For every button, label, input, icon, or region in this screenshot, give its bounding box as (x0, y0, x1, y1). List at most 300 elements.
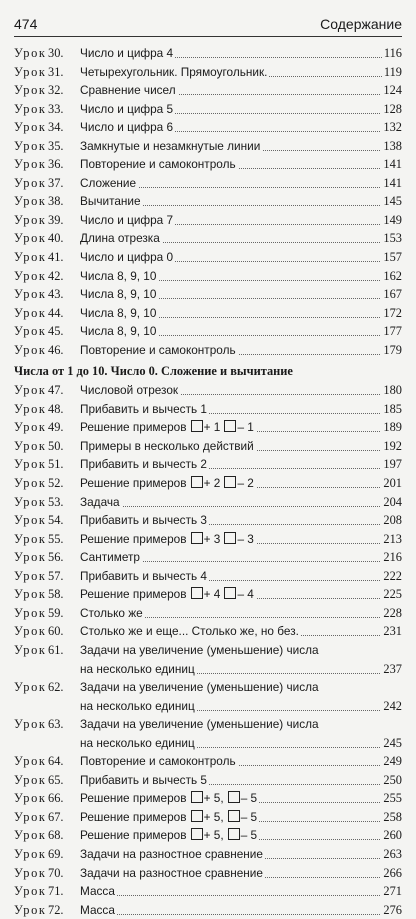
toc-row[interactable] (14, 81, 402, 100)
toc-entry-continuation (14, 697, 197, 716)
blank-box-icon (224, 587, 236, 599)
blank-box-icon (191, 420, 203, 432)
toc-row[interactable] (14, 808, 402, 827)
toc-entry (14, 118, 175, 137)
lesson-title: Задачи на увеличение (уменьшение) числа (80, 680, 319, 695)
lesson-number: 66. (48, 791, 64, 806)
toc-row[interactable] (14, 155, 402, 174)
toc-row[interactable] (14, 604, 402, 623)
lesson-label: Урок (14, 231, 47, 246)
toc-row[interactable] (14, 437, 402, 456)
blank-box-icon (191, 587, 203, 599)
toc-group-lessons-30-46 (14, 44, 402, 359)
lesson-label: Урок (14, 383, 47, 398)
toc-entry (14, 44, 175, 63)
lesson-number: 68. (48, 828, 64, 843)
toc-row[interactable] (14, 418, 402, 437)
toc-row-continuation (14, 697, 402, 716)
page-number-ref: 260 (381, 826, 402, 845)
lesson-title: Масса (80, 884, 115, 899)
page-number-ref: 250 (381, 771, 402, 790)
toc-entry (14, 808, 259, 827)
lesson-number: 56. (48, 550, 64, 565)
toc-row[interactable] (14, 229, 402, 248)
page-header (14, 14, 402, 37)
lesson-title: Прибавить и вычесть 2 (80, 457, 207, 472)
lesson-label: Урок (14, 438, 47, 453)
lesson-number: 35. (48, 138, 64, 153)
expression: – 5 (240, 809, 258, 824)
lesson-number: 52. (48, 476, 64, 491)
lesson-title: Решение примеров (80, 828, 187, 843)
lesson-number: 40. (48, 231, 64, 246)
toc-entry (14, 81, 178, 100)
lesson-number: 65. (48, 772, 64, 787)
blank-box-icon (191, 810, 203, 822)
toc-row[interactable] (14, 100, 402, 119)
page-number-ref: 276 (381, 901, 402, 919)
lesson-title: Сложение (80, 175, 137, 190)
toc-entry (14, 437, 256, 456)
lesson-label: Урок (14, 476, 47, 491)
lesson-number: 51. (48, 457, 64, 472)
lesson-label: Урок (14, 809, 47, 824)
lesson-number: 38. (48, 194, 64, 209)
toc-entry (14, 548, 142, 567)
blank-box-icon (224, 532, 236, 544)
lesson-number: 34. (48, 120, 64, 135)
page-number-ref: 222 (381, 567, 402, 586)
toc-row[interactable] (14, 901, 402, 919)
lesson-label: Урок (14, 513, 47, 528)
lesson-label: Урок (14, 828, 47, 843)
expression: – 1 (237, 420, 254, 435)
lesson-label: Урок (14, 64, 47, 79)
page-number-ref: 145 (381, 192, 402, 211)
lesson-number: 58. (48, 587, 64, 602)
lesson-label: Урок (14, 642, 47, 657)
page-number-ref: 141 (381, 174, 402, 193)
lesson-label: Урок (14, 531, 47, 546)
lesson-number: 43. (48, 287, 64, 302)
lesson-number: 41. (48, 250, 64, 265)
lesson-title: Числовой отрезок (80, 383, 179, 398)
lesson-label: Урок (14, 791, 47, 806)
toc-row[interactable] (14, 63, 402, 82)
lesson-number: 54. (48, 513, 64, 528)
toc-entry (14, 63, 269, 82)
blank-box-icon (228, 828, 240, 840)
toc-entry (14, 604, 145, 623)
toc-row[interactable] (14, 285, 402, 304)
toc-entry (14, 248, 175, 267)
lesson-title: Прибавить и вычесть 5 (80, 772, 207, 787)
lesson-label: Урок (14, 46, 47, 60)
toc-entry (14, 229, 162, 248)
toc-row[interactable] (14, 322, 402, 341)
lesson-number: 59. (48, 605, 64, 620)
lesson-title: Масса (80, 902, 115, 917)
lesson-title: Сантиметр (80, 550, 140, 565)
lesson-label: Урок (14, 494, 47, 509)
expression: – 2 (237, 476, 254, 491)
page-number-ref: 201 (381, 474, 402, 493)
page-number-ref: 192 (381, 437, 402, 456)
lesson-label: Урок (14, 717, 47, 732)
lesson-number: 60. (48, 624, 64, 639)
toc-entry (14, 267, 158, 286)
toc-row[interactable] (14, 118, 402, 137)
lesson-number: 67. (48, 809, 64, 824)
lesson-title: Число и цифра 4 (80, 46, 174, 60)
toc-entry (14, 474, 256, 493)
lesson-number: 30. (48, 46, 64, 60)
page-number-ref: 263 (381, 845, 402, 864)
toc-entry (14, 137, 262, 156)
lesson-title: Примеры в несколько действий (80, 438, 254, 453)
page-number-ref: 216 (381, 548, 402, 567)
toc-entry (14, 192, 143, 211)
page-number-ref: 189 (381, 418, 402, 437)
lesson-number: 63. (48, 717, 64, 732)
toc-row[interactable] (14, 341, 402, 360)
page-number-ref: 266 (381, 864, 402, 883)
blank-box-icon (224, 476, 236, 488)
page-number-ref: 237 (381, 660, 402, 679)
toc-entry (14, 322, 158, 341)
lesson-title: Замкнутые и незамкнутые линии (80, 138, 261, 153)
lesson-title: Задачи на разностное сравнение (80, 865, 263, 880)
page-number-ref: 153 (381, 229, 402, 248)
blank-box-icon (191, 791, 203, 803)
page-number-ref: 138 (381, 137, 402, 156)
expression: + 1 (203, 420, 221, 435)
table-of-contents (14, 44, 402, 919)
lesson-title: Прибавить и вычесть 4 (80, 568, 207, 583)
lesson-label: Урок (14, 624, 47, 639)
toc-entry (14, 455, 209, 474)
toc-row-continuation (14, 734, 402, 753)
toc-entry (14, 174, 138, 193)
lesson-number: 64. (48, 754, 64, 769)
toc-row[interactable] (14, 789, 402, 808)
toc-entry (14, 341, 238, 360)
lesson-number: 57. (48, 568, 64, 583)
toc-group-lessons-47-72 (14, 381, 402, 919)
blank-box-icon (191, 532, 203, 544)
blank-box-icon (191, 476, 203, 488)
lesson-title: Четырехугольник. Прямоугольник. (80, 64, 268, 79)
toc-row[interactable] (14, 641, 402, 660)
lesson-label: Урок (14, 175, 47, 190)
expression: + 2 (203, 476, 221, 491)
toc-row[interactable] (14, 211, 402, 230)
expression: + 5, (203, 828, 224, 843)
page-number-ref: 128 (381, 100, 402, 119)
page-number-ref: 157 (381, 248, 402, 267)
lesson-label: Урок (14, 83, 47, 98)
lesson-title: Прибавить и вычесть 1 (80, 401, 207, 416)
blank-box-icon (228, 810, 240, 822)
page-number-ref: 141 (381, 155, 402, 174)
toc-row[interactable] (14, 567, 402, 586)
toc-entry (14, 381, 180, 400)
toc-entry (14, 752, 238, 771)
toc-entry (14, 304, 158, 323)
toc-row[interactable] (14, 548, 402, 567)
lesson-number: 45. (48, 324, 64, 339)
lesson-label: Урок (14, 605, 47, 620)
blank-box-icon (191, 828, 203, 840)
toc-row[interactable] (14, 715, 402, 734)
toc-row[interactable] (14, 585, 402, 604)
lesson-number: 72. (48, 902, 64, 917)
lesson-number: 31. (48, 64, 64, 79)
toc-row[interactable] (14, 474, 402, 493)
page-number-ref: 208 (381, 511, 402, 530)
page-number-ref: 119 (382, 63, 402, 82)
lesson-number: 69. (48, 846, 64, 861)
lesson-label: Урок (14, 680, 47, 695)
toc-entry (14, 211, 175, 230)
page-number-ref: 162 (381, 267, 402, 286)
lesson-title: Число и цифра 5 (80, 101, 174, 116)
expression: + 5, (203, 791, 224, 806)
toc-entry-continuation (14, 660, 197, 679)
lesson-number: 48. (48, 401, 64, 416)
toc-entry (14, 418, 256, 437)
lesson-title: Задачи на увеличение (уменьшение) числа (80, 717, 319, 732)
running-title: Содержание (320, 16, 402, 32)
toc-entry (14, 901, 117, 919)
lesson-label: Урок (14, 550, 47, 565)
lesson-label: Урок (14, 250, 47, 265)
lesson-label: Урок (14, 194, 47, 209)
toc-entry (14, 567, 209, 586)
lesson-title: Числа 8, 9, 10 (80, 268, 157, 283)
page-number-ref: 185 (381, 400, 402, 419)
lesson-title: Столько же и еще... Столько же, но без. (80, 624, 299, 639)
page-number-ref: 177 (381, 322, 402, 341)
lesson-title: Вычитание (80, 194, 141, 209)
lesson-number: 61. (48, 642, 64, 657)
toc-row[interactable] (14, 174, 402, 193)
lesson-label: Урок (14, 457, 47, 472)
toc-row[interactable] (14, 400, 402, 419)
toc-entry (14, 530, 256, 549)
expression: + 3 (203, 531, 221, 546)
toc-entry (14, 715, 321, 734)
lesson-label: Урок (14, 902, 47, 917)
lesson-label: Урок (14, 324, 47, 339)
blank-box-icon (228, 791, 240, 803)
lesson-title: Число и цифра 6 (80, 120, 174, 135)
page-number-ref: 231 (381, 622, 402, 641)
lesson-title: Число и цифра 0 (80, 250, 174, 265)
lesson-title: Числа 8, 9, 10 (80, 324, 157, 339)
lesson-label: Урок (14, 305, 47, 320)
page-number-ref: 149 (381, 211, 402, 230)
page-number-ref: 271 (381, 882, 402, 901)
toc-entry (14, 622, 301, 641)
lesson-title: Решение примеров (80, 809, 187, 824)
toc-entry (14, 771, 209, 790)
page-number-ref: 258 (381, 808, 402, 827)
lesson-title: Решение примеров (80, 476, 187, 491)
lesson-label: Урок (14, 865, 47, 880)
lesson-title: Повторение и самоконтроль (80, 754, 236, 769)
lesson-number: 62. (48, 680, 64, 695)
lesson-number: 44. (48, 305, 64, 320)
lesson-label: Урок (14, 587, 47, 602)
expression: – 3 (237, 531, 254, 546)
toc-row[interactable] (14, 493, 402, 512)
toc-row[interactable] (14, 455, 402, 474)
toc-row[interactable] (14, 752, 402, 771)
lesson-title: Числа 8, 9, 10 (80, 287, 157, 302)
toc-row[interactable] (14, 248, 402, 267)
lesson-label: Урок (14, 268, 47, 283)
lesson-number: 37. (48, 175, 64, 190)
lesson-title: Числа 8, 9, 10 (80, 305, 157, 320)
toc-entry (14, 789, 259, 808)
lesson-title: Решение примеров (80, 791, 187, 806)
expression: – 5 (240, 828, 258, 843)
page-number-ref: 172 (381, 304, 402, 323)
toc-row[interactable] (14, 678, 402, 697)
toc-row[interactable] (14, 137, 402, 156)
lesson-number: 33. (48, 101, 64, 116)
toc-row[interactable] (14, 864, 402, 883)
lesson-label: Урок (14, 120, 47, 135)
lesson-title: Задачи на разностное сравнение (80, 846, 263, 861)
toc-row[interactable] (14, 771, 402, 790)
lesson-label: Урок (14, 287, 47, 302)
lesson-title-continuation: на несколько единиц (80, 661, 195, 676)
toc-row[interactable] (14, 622, 402, 641)
page-number-ref: 132 (381, 118, 402, 137)
lesson-label: Урок (14, 212, 47, 227)
section-heading: Числа от 1 до 10. Число 0. Сложение и вычитание (14, 364, 293, 379)
lesson-title: Решение примеров (80, 587, 187, 602)
lesson-title: Задачи на увеличение (уменьшение) числа (80, 642, 319, 657)
page-number-ref: 225 (381, 585, 402, 604)
toc-entry (14, 864, 265, 883)
expression: + 4 (203, 587, 221, 602)
lesson-number: 32. (48, 83, 64, 98)
toc-entry (14, 585, 256, 604)
lesson-number: 49. (48, 420, 64, 435)
toc-entry (14, 400, 209, 419)
page-number-ref: 204 (381, 493, 402, 512)
lesson-label: Урок (14, 101, 47, 116)
lesson-title-continuation: на несколько единиц (80, 735, 195, 750)
toc-row[interactable] (14, 511, 402, 530)
toc-entry (14, 493, 122, 512)
expression: – 4 (237, 587, 254, 602)
page-number-ref: 249 (381, 752, 402, 771)
page-number-ref: 124 (381, 81, 402, 100)
toc-entry (14, 285, 158, 304)
toc-entry (14, 155, 238, 174)
lesson-number: 39. (48, 212, 64, 227)
lesson-number: 36. (48, 157, 64, 172)
page-number-ref: 228 (381, 604, 402, 623)
lesson-number: 47. (48, 383, 64, 398)
lesson-label: Урок (14, 420, 47, 435)
lesson-label: Урок (14, 772, 47, 787)
lesson-title: Сравнение чисел (80, 83, 176, 98)
blank-box-icon (224, 420, 236, 432)
lesson-label: Урок (14, 138, 47, 153)
lesson-title: Повторение и самоконтроль (80, 157, 236, 172)
lesson-title: Число и цифра 7 (80, 212, 174, 227)
lesson-label: Урок (14, 157, 47, 172)
toc-entry (14, 100, 175, 119)
lesson-label: Урок (14, 342, 47, 357)
page-number-ref: 179 (381, 341, 402, 360)
toc-entry (14, 882, 117, 901)
page-number-ref: 255 (381, 789, 402, 808)
toc-row-continuation (14, 660, 402, 679)
lesson-title: Задача (80, 494, 120, 509)
lesson-label: Урок (14, 846, 47, 861)
toc-entry (14, 678, 321, 697)
lesson-number: 50. (48, 438, 64, 453)
lesson-label: Урок (14, 754, 47, 769)
toc-row[interactable] (14, 304, 402, 323)
toc-entry (14, 511, 209, 530)
toc-row[interactable] (14, 267, 402, 286)
toc-entry (14, 826, 259, 845)
toc-entry (14, 641, 321, 660)
page-number-ref: 213 (381, 530, 402, 549)
toc-row[interactable] (14, 845, 402, 864)
lesson-title: Решение примеров (80, 420, 187, 435)
lesson-title: Повторение и самоконтроль (80, 342, 236, 357)
toc-row[interactable] (14, 381, 402, 400)
page-number-ref: 242 (381, 697, 402, 716)
page-number-ref: 245 (381, 734, 402, 753)
toc-row[interactable] (14, 826, 402, 845)
lesson-label: Урок (14, 401, 47, 416)
lesson-number: 53. (48, 494, 64, 509)
lesson-number: 42. (48, 268, 64, 283)
lesson-title: Прибавить и вычесть 3 (80, 513, 207, 528)
toc-entry (14, 845, 265, 864)
page-number-ref: 167 (381, 285, 402, 304)
toc-row[interactable] (14, 530, 402, 549)
page-number-ref: 116 (382, 44, 402, 63)
toc-row[interactable] (14, 192, 402, 211)
lesson-number: 46. (48, 342, 64, 357)
page-number-ref: 197 (381, 455, 402, 474)
lesson-number: 70. (48, 865, 64, 880)
toc-entry-continuation (14, 734, 197, 753)
expression: + 5, (203, 809, 224, 824)
page-number: 474 (14, 16, 38, 32)
toc-row[interactable] (14, 44, 402, 63)
lesson-label: Урок (14, 568, 47, 583)
lesson-title-continuation: на несколько единиц (80, 698, 195, 713)
lesson-label: Урок (14, 884, 47, 899)
lesson-title: Столько же (80, 605, 143, 620)
lesson-title: Длина отрезка (80, 231, 160, 246)
page-number-ref: 180 (381, 381, 402, 400)
expression: – 5 (240, 791, 258, 806)
toc-row[interactable] (14, 882, 402, 901)
lesson-number: 71. (48, 884, 64, 899)
